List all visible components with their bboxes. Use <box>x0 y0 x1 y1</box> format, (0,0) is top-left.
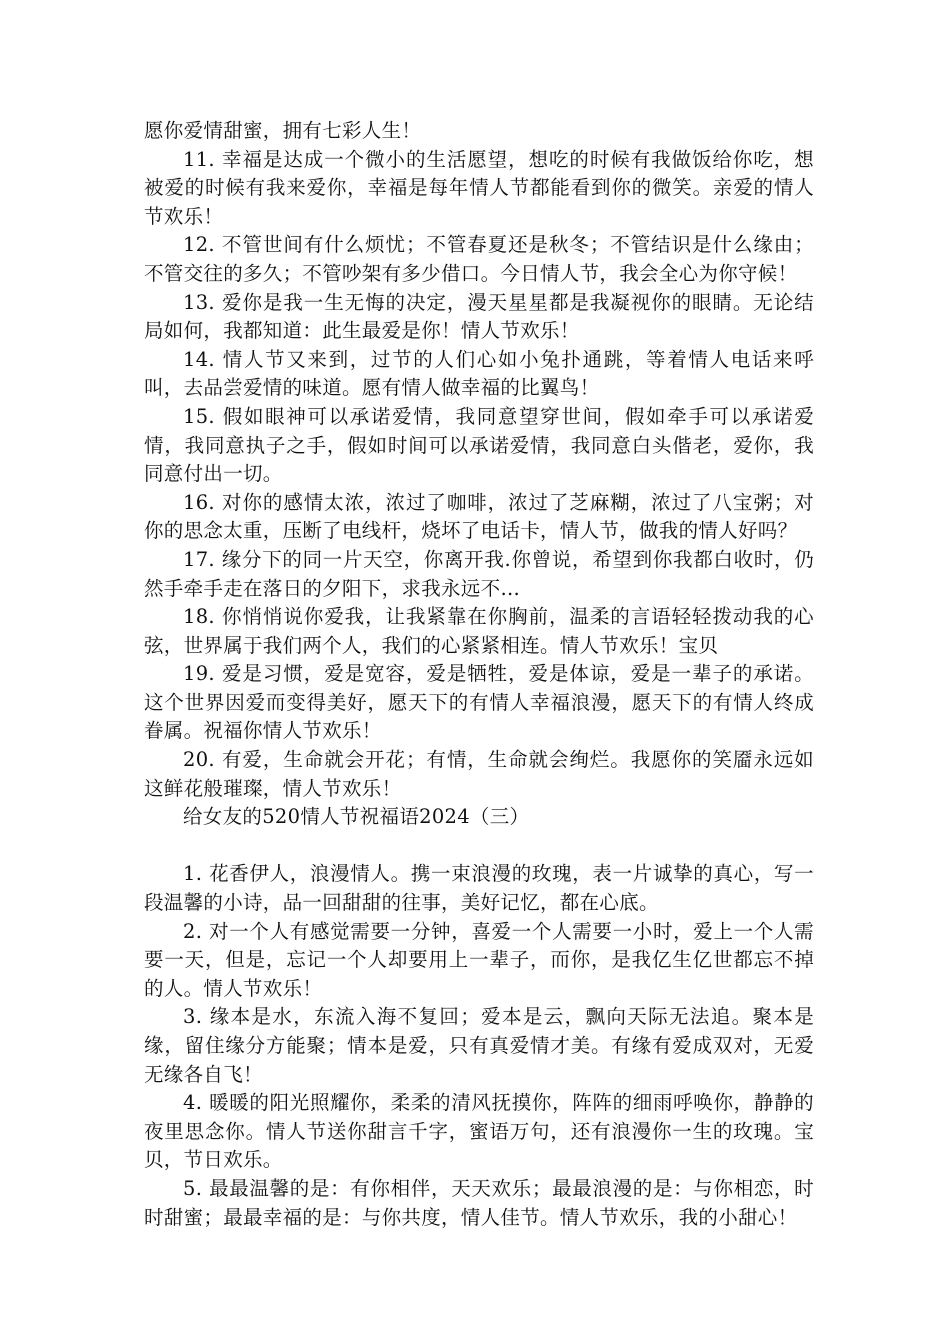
document-body <box>144 117 814 1232</box>
opening-line: 愿你爱情甜蜜，拥有七彩人生！ <box>144 119 422 142</box>
section-heading: 给女友的520情人节祝福语2024（三） <box>183 805 530 829</box>
wish-item-b1: 1. 花香伊人，浪漫情人。携一束浪漫的玫瑰，表一片诚挚的真心，写一段温馨的小诗，品一回甜甜的往事，美好记忆，都在心底。 <box>144 862 814 915</box>
wish-item-20: 20. 有爱，生命就会开花；有情，生命就会绚烂。我愿你的笑靥永远如这鲜花般璀璨，情人节欢乐！ <box>144 748 814 800</box>
wish-item-13: 13. 爱你是我一生无悔的决定，漫天星星都是我凝视你的眼睛。无论结局如何，我都知道：此生最爱是你！情人节欢乐！ <box>144 290 814 343</box>
wish-item-12: 12. 不管世间有什么烦忧；不管春夏还是秋冬；不管结识是什么缘由；不管交往的多久；不管吵架有多少借口。今日情人节，我会全心为你守候！ <box>144 233 814 285</box>
wish-item-b3: 3. 缘本是水，东流入海不复回；爱本是云，飘向天际无法追。聚本是缘，留住缘分方能聚；情本是爱，只有真爱情才美。有缘有爱成双对，无爱无缘各自飞！ <box>144 1005 814 1086</box>
wish-item-b2: 2. 对一个人有感觉需要一分钟，喜爱一个人需要一小时，爱上一个人需要一天，但是，忘记一个人却要用上一辈子，而你，是我亿生亿世都忘不掉的人。情人节欢乐！ <box>144 919 814 1000</box>
blank-line <box>144 832 814 861</box>
wish-item-b5: 5. 最最温馨的是：有你相伴，天天欢乐；最最浪漫的是：与你相恋，时时甜蜜；最最幸福的是：与你共度，情人佳节。情人节欢乐，我的小甜心！ <box>144 1176 814 1229</box>
wish-item-19: 19. 爱是习惯，爱是宽容，爱是牺牲，爱是体谅，爱是一辈子的承诺。这个世界因爱而变得美好，愿天下的有情人幸福浪漫，愿天下的有情人终成眷属。祝福你情人节欢乐！ <box>144 662 814 743</box>
wish-item-17: 17. 缘分下的同一片天空，你离开我.你曾说，希望到你我都白收时，仍然手牵手走在落日的夕阳下，求我永远不… <box>144 547 814 600</box>
wish-item-11: 11. 幸福是达成一个微小的生活愿望，想吃的时候有我做饭给你吃，想被爱的时候有我来爱你，幸福是每年情人节都能看到你的微笑。亲爱的情人节欢乐！ <box>144 147 814 228</box>
wish-item-b4: 4. 暖暖的阳光照耀你，柔柔的清风抚摸你，阵阵的细雨呼唤你，静静的夜里思念你。情人节送你甜言千字，蜜语万句，还有浪漫你一生的玫瑰。宝贝，节日欢乐。 <box>144 1091 814 1172</box>
wish-item-14: 14. 情人节又来到，过节的人们心如小兔扑通跳，等着情人电话来呼叫，去品尝爱情的味道。愿有情人做幸福的比翼鸟！ <box>144 347 814 400</box>
wish-item-16: 16. 对你的感情太浓，浓过了咖啡，浓过了芝麻糊，浓过了八宝粥；对你的思念太重，压断了电线杆，烧坏了电话卡，情人节，做我的情人好吗？ <box>144 490 814 543</box>
wish-item-18: 18. 你悄悄说你爱我，让我紧靠在你胸前，温柔的言语轻轻拨动我的心弦，世界属于我们两个人，我们的心紧紧相连。情人节欢乐！宝贝 <box>144 605 814 657</box>
wish-item-15: 15. 假如眼神可以承诺爱情，我同意望穿世间，假如牵手可以承诺爱情，我同意执子之手，假如时间可以承诺爱情，我同意白头偕老，爱你，我同意付出一切。 <box>144 404 814 486</box>
